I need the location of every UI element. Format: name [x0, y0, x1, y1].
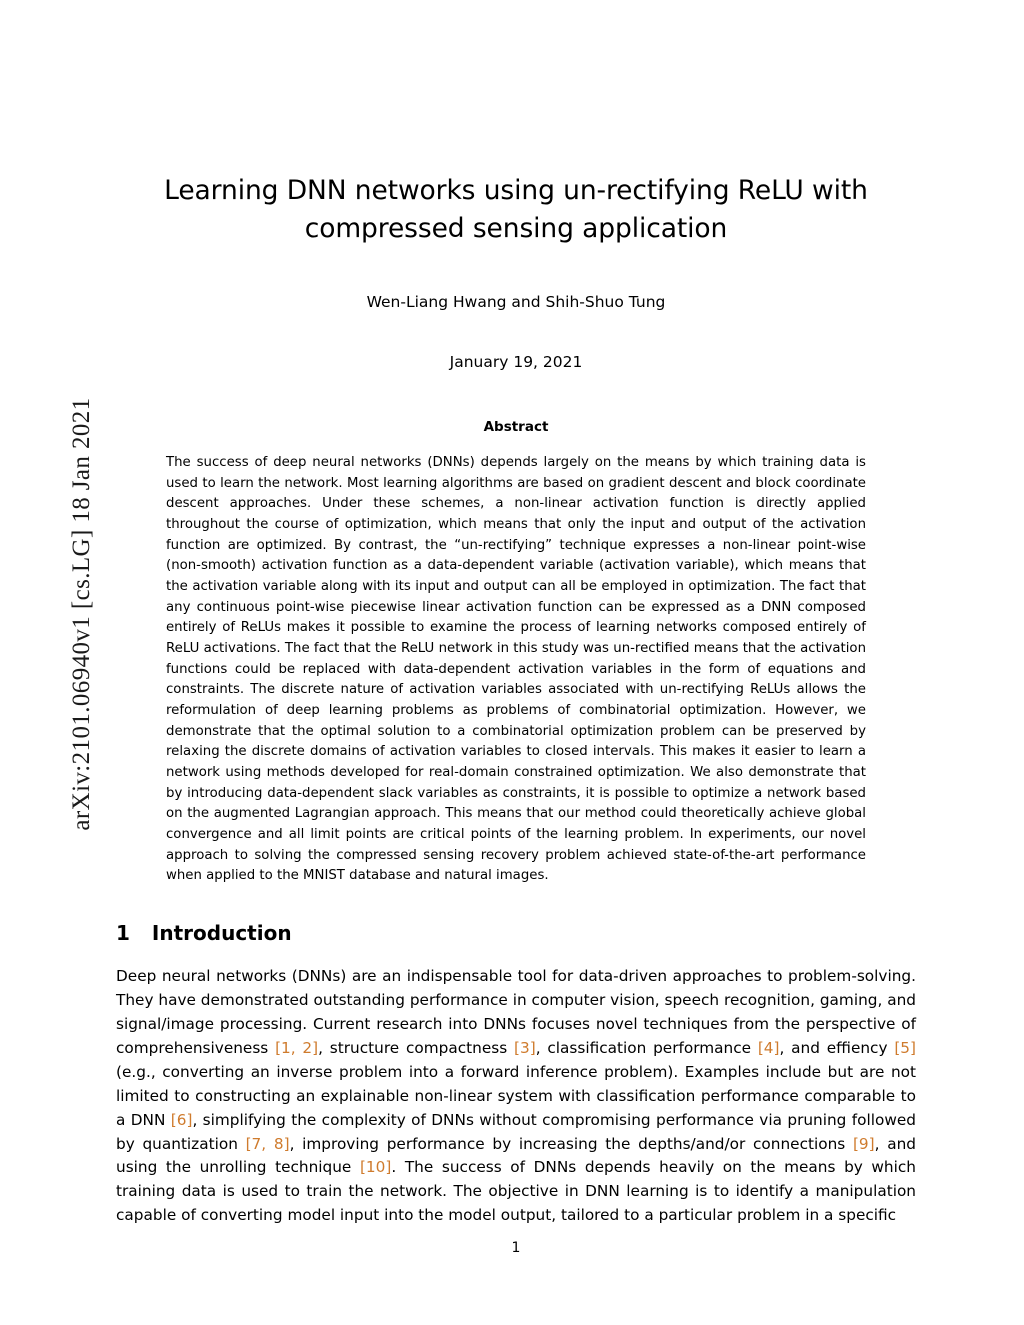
- citation-link[interactable]: [9]: [852, 1134, 875, 1153]
- citation-link[interactable]: [10]: [359, 1158, 392, 1177]
- paragraph-text: , and using the unrolling technique: [116, 1134, 916, 1177]
- introduction-paragraph: [116, 945, 916, 1228]
- paragraph-text: (e.g., converting an inverse problem into a forward inference problem). Examples include but are not limited to constructing an explainable non-linear system with classification performance comparable to a DNN: [116, 1062, 916, 1129]
- abstract-text: The success of deep neural networks (DNNs) depends largely on the means by which training data is used to learn the network. Most learning algorithms are based on gradient descent and block coordinate descent approaches. Under these schemes, a non-linear activation function is directly applied throughout the course of optimization, which means that only the input and output of the activation function are optimized. By contrast, the “un-rectifying” technique expresses a non-linear point-wise (non-smooth) activation function as a data-dependent variable (activation variable), which means that the activation variable along with its input and output can all be employed in optimization. The fact that any continuous point-wise piecewise linear activation function can be expressed as a DNN composed entirely of ReLUs makes it possible to examine the process of learning networks composed entirely of ReLU activations. The fact that the ReLU network in this study was un-rectified means that the activation functions could be replaced with data-dependent activation variables in the form of equations and constraints. The discrete nature of activation variables associated with un-rectifying ReLUs allows the reformulation of deep learning problems as problems of combinatorial optimization. However, we demonstrate that the optimal solution to a combinatorial optimization problem can be preserved by relaxing the discrete domains of activation variables to closed intervals. This makes it easier to learn a network using methods developed for real-domain constrained optimization. We also demonstrate that by introducing data-dependent slack variables as constraints, it is possible to optimize a network based on the augmented Lagrangian approach. This means that our method could theoretically achieve global convergence and all limit points are critical points of the learning problem. In experiments, our novel approach to solving the compressed sensing recovery problem achieved state-of-the-art performance when applied to the MNIST database and natural images.: [166, 454, 866, 884]
- section-title: Introduction: [151, 920, 292, 945]
- paragraph-text: , simplifying the complexity of DNNs without compromising performance via pruning followed by quantization: [116, 1110, 916, 1153]
- paragraph-text: , improving performance by increasing the depths/and/or connections: [289, 1134, 853, 1153]
- section-heading-introduction: [116, 887, 916, 945]
- citation-link[interactable]: [6]: [170, 1110, 193, 1129]
- page-title: Learning DNN networks using un-rectifying ReLU with compressed sensing application: [164, 175, 868, 245]
- paragraph-text: . The success of DNNs depends heavily on the means by which training data is used to train the network. The objective in DNN learning is to identify a manipulation capable of converting model input into the model output, tailored to a particular problem in a specific: [116, 1158, 916, 1225]
- publication-date: January 19, 2021: [449, 352, 583, 371]
- paragraph-text: , classification performance: [535, 1038, 758, 1057]
- citation-link[interactable]: [7, 8]: [245, 1134, 290, 1153]
- authors: Wen-Liang Hwang and Shih-Shuo Tung: [366, 292, 666, 311]
- abstract-heading: Abstract: [483, 418, 549, 435]
- citation-link[interactable]: [5]: [894, 1038, 916, 1057]
- arxiv-identifier-stamp: arXiv:2101.06940v1 [cs.LG] 18 Jan 2021: [68, 397, 95, 831]
- citation-link[interactable]: [4]: [757, 1038, 780, 1057]
- section-number: 1: [116, 920, 130, 945]
- citation-link[interactable]: [1, 2]: [275, 1038, 319, 1057]
- paragraph-text: Deep neural networks (DNNs) are an indispensable tool for data-driven approaches to problem-solving. They have demonstrated outstanding performance in computer vision, speech recognition, gaming, and signal/image processing. Current research into DNNs focuses novel techniques from the perspective of comprehensiveness: [116, 966, 916, 1057]
- paper-page: [116, 0, 916, 1325]
- paragraph-text: , and effiency: [779, 1038, 895, 1057]
- citation-link[interactable]: [3]: [514, 1038, 536, 1057]
- page-number: 1: [511, 1240, 521, 1256]
- paragraph-text: , structure compactness: [318, 1038, 515, 1057]
